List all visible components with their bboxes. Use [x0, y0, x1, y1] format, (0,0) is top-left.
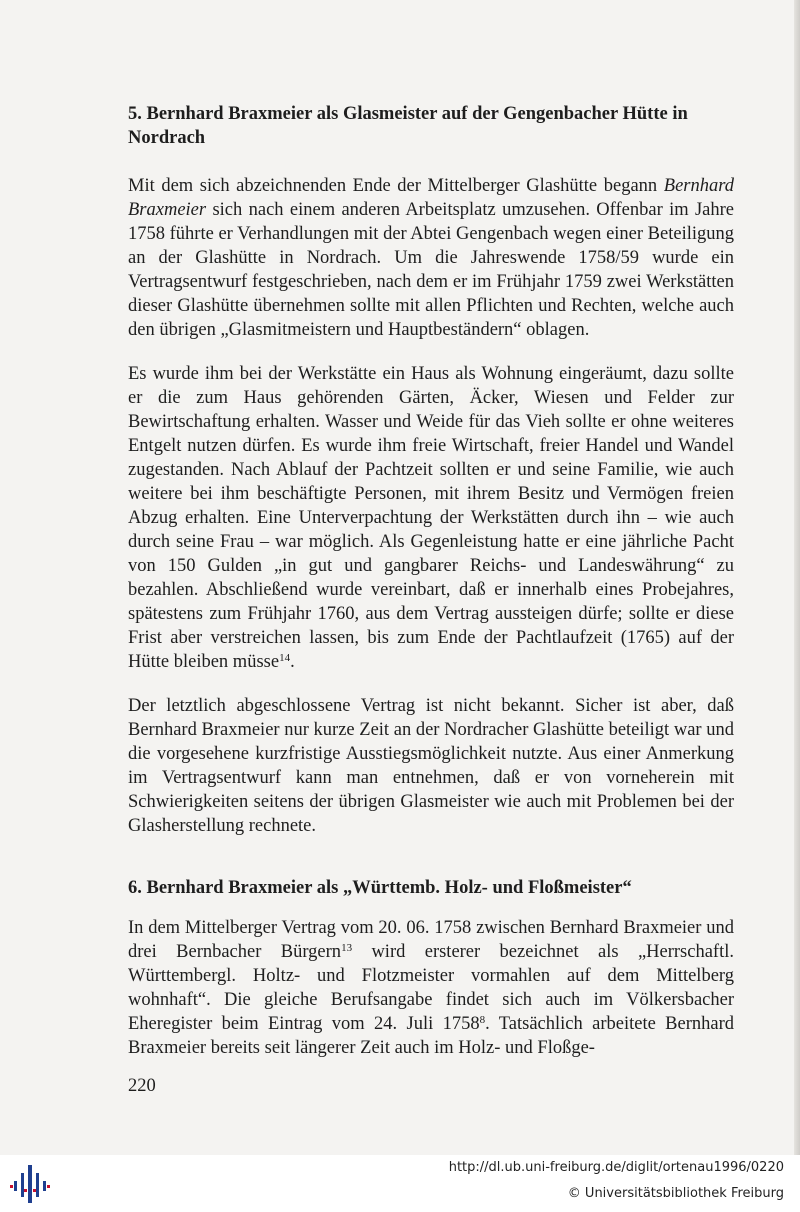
text-segment: sich nach einem anderen Arbeitsplatz umzusehen. Offenbar im Jahre 1758 führte er Verhandlungen mit der Abtei Gengenbach wegen einer Beteiligung an der Glashütte in Nordrach. Um die Jahreswende 1758/59 wurde ein Vertragsentwurf festgeschrieben, nach dem er im Frühjahr 1759 zwei Werkstätten dieser Glashütte übernehmen sollte mit allen Pflichten und Rechten, welche auch den übrigen „Glasmitmeistern und Hauptbeständern“ oblagen. [128, 200, 734, 340]
viewer-footer [0, 1155, 800, 1212]
text-segment: Es wurde ihm bei der Werkstätte ein Haus als Wohnung eingeräumt, dazu sollte er die zum Haus gehörenden Gärten, Äcker, Wiesen und Felder zur Bewirtschaftung erhalten. Wasser und Weide für das Vieh sollte er ohne weiteres Entgelt nutzen dürfen. Es wurde ihm freie Wirtschaft, freier Handel und Wandel zugestanden. Nach Ablauf der Pachtzeit sollten er und seine Familie, wie auch weitere bei ihm beschäftigte Personen, mit ihrem Besitz und Vermögen freien Abzug erhalten. Eine Unterverpachtung der Werkstätten durch ihn – wie auch durch seine Frau – war möglich. Als Gegenleistung hatte er eine jährliche Pacht von 150 Gulden „in gut und gangbarer Reichs- und Landeswährung“ zu bezahlen. Abschließend wurde vereinbart, daß er innerhalb eines Probejahres, spätestens zum Frühjahr 1760, aus dem Vertrag aussteigen dürfe; sollte er diese Frist aber verstreichen lassen, bis zum Ende der Pachtlaufzeit (1765) auf der Hütte bleiben müsse [128, 364, 734, 672]
footnote-reference: 14 [279, 651, 291, 664]
page-number: 220 [128, 1076, 156, 1096]
text-segment: . [290, 652, 295, 672]
section-5-paragraph-1 [128, 174, 734, 342]
section-6-heading: 6. Bernhard Braxmeier als „Württemb. Holz- und Floßmeister“ [128, 878, 632, 898]
text-segment: Mit dem sich abzeichnenden Ende der Mittelberger Glashütte begann [128, 176, 664, 196]
text-segment: In dem Mittelberger Vertrag vom 20. 06. 1758 zwischen Bernhard Braxmeier und drei Bernbacher Bürgern [128, 918, 734, 962]
text-segment: wird ersterer bezeichnet als „Herrschaftl. Württembergl. Holtz- und Flotzmeister vormahlen auf dem Mittelberg wohnhaft“. Die gleiche Berufsangabe findet sich auch im Völkersbacher Eheregister beim Eintrag vom 24. Juli 1758 [128, 942, 734, 1034]
text-segment: . Tatsächlich arbeitete Bernhard Braxmeier bereits seit längerer Zeit auch im Holz- und Floßge- [128, 1014, 734, 1058]
footnote-reference: 13 [341, 941, 353, 954]
source-url-link[interactable]: http://dl.ub.uni-freiburg.de/diglit/ortenau1996/0220 [448, 1160, 784, 1175]
section-6-paragraph-1 [128, 916, 734, 1060]
section-5-paragraph-2 [128, 362, 734, 674]
page-content [128, 102, 734, 1060]
copyright-notice: © Universitätsbibliothek Freiburg [567, 1186, 784, 1201]
page-edge-shadow [794, 0, 800, 1155]
footnote-reference: 8 [479, 1013, 486, 1026]
section-5-paragraph-3 [128, 694, 734, 838]
ub-freiburg-logo-icon [10, 1163, 50, 1205]
text-segment: Der letztlich abgeschlossene Vertrag ist nicht bekannt. Sicher ist aber, daß Bernhard Braxmeier nur kurze Zeit an der Nordracher Glashütte beteiligt war und die vorgesehene kurzfristige Ausstiegsmöglichkeit nutzte. Aus einer Anmerkung im Vertragsentwurf kann man entnehmen, daß er von vorneherein mit Schwierigkeiten seitens der übrigen Glasmeister wie auch mit Problemen bei der Glasherstellung rechnete. [128, 696, 734, 836]
italic-name: Bernhard Braxmeier [128, 176, 734, 220]
section-5-heading: 5. Bernhard Braxmeier als Glasmeister auf der Gengenbacher Hütte in Nordrach [128, 104, 688, 148]
